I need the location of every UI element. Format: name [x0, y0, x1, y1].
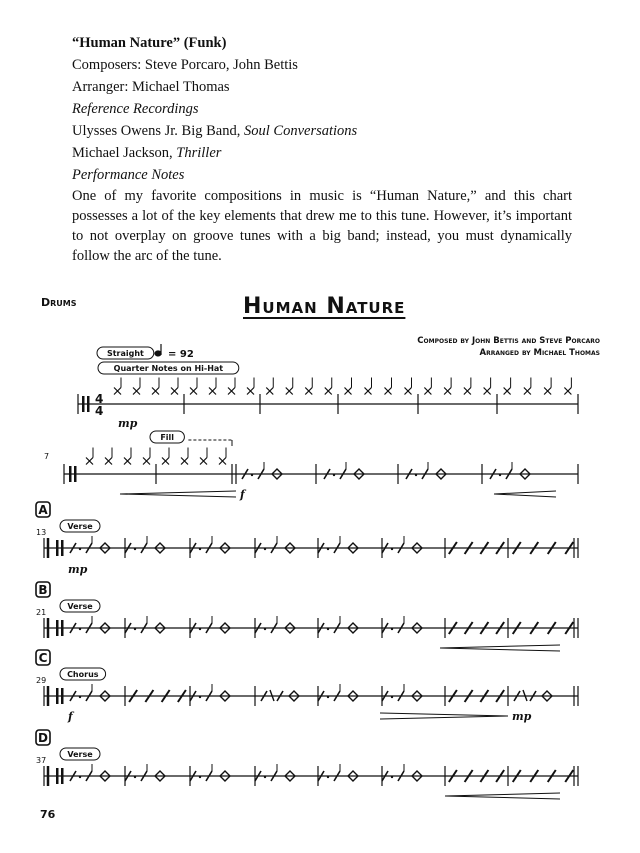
- arranged-credit: Arranged by Michael Thomas: [479, 348, 600, 358]
- percussion-clef: [87, 396, 90, 412]
- rhythm-dot: [391, 628, 393, 630]
- rehearsal-letter: C: [38, 651, 48, 665]
- recording-1-album: Soul Conversations: [244, 123, 358, 139]
- rhythm-dot: [199, 548, 201, 550]
- composed-credit: Composed by John Bettis and Steve Porcaro: [417, 336, 600, 346]
- page-number: 76: [40, 808, 56, 821]
- hairpin: [440, 645, 560, 648]
- time-signature-top: 4: [95, 392, 104, 406]
- rhythm-dot: [391, 776, 393, 778]
- hairpin: [440, 648, 560, 651]
- percussion-clef: [74, 466, 77, 482]
- rhythm-dot: [79, 548, 81, 550]
- rhythm-dot: [134, 776, 136, 778]
- percussion-clef: [56, 540, 59, 556]
- rhythm-dot: [415, 474, 417, 476]
- performance-heading: Performance Notes: [72, 167, 185, 183]
- hairpin: [380, 713, 508, 716]
- rehearsal-letter: A: [38, 503, 48, 517]
- hairpin: [445, 793, 560, 796]
- percussion-clef: [56, 768, 59, 784]
- dynamic-f: f: [240, 488, 245, 501]
- percussion-clef: [82, 396, 85, 412]
- dynamic-mp: mp: [118, 417, 138, 430]
- rhythm-dot: [264, 776, 266, 778]
- rhythm-dot: [79, 628, 81, 630]
- hairpin: [445, 796, 560, 799]
- rhythm-dot: [333, 474, 335, 476]
- measure-number: 37: [36, 756, 47, 765]
- rhythm-dot: [327, 628, 329, 630]
- dynamic-mp: mp: [512, 710, 532, 723]
- section-label: Verse: [67, 750, 93, 759]
- hairpin: [494, 494, 556, 497]
- percussion-clef: [61, 768, 64, 784]
- recording-2-artist: Michael Jackson,: [72, 145, 177, 161]
- measure-number: 13: [36, 528, 47, 537]
- score-title: Human Nature: [243, 294, 406, 319]
- percussion-clef: [56, 620, 59, 636]
- time-signature-bottom: 4: [95, 404, 104, 418]
- rhythm-dot: [251, 474, 253, 476]
- rhythm-dot: [199, 776, 201, 778]
- section-label: Chorus: [67, 670, 99, 679]
- arranger-line: Arranger: Michael Thomas: [72, 79, 230, 95]
- measure-number: 29: [36, 676, 47, 685]
- hairpin: [120, 491, 236, 494]
- performance-notes: One of my favorite compositions in music is “Human Nature,” and this chart possesses a lot of the key elements that drew me to this tune. However, it’s important to not overplay on groove tunes with a big band; instead, you must dynamically follow the arc of the tune.: [72, 188, 572, 264]
- rhythm-dot: [264, 548, 266, 550]
- hairpin: [494, 491, 556, 494]
- percussion-clef: [61, 540, 64, 556]
- rhythm-dot: [134, 628, 136, 630]
- rehearsal-letter: D: [38, 731, 48, 745]
- percussion-clef: [69, 466, 72, 482]
- tempo-marking: = 92: [168, 349, 194, 360]
- measure-number: 21: [36, 608, 47, 617]
- rhythm-dot: [134, 548, 136, 550]
- percussion-clef: [56, 688, 59, 704]
- percussion-clef: [61, 688, 64, 704]
- rhythm-dot: [327, 776, 329, 778]
- measure-number: 7: [44, 452, 50, 461]
- hairpin: [380, 716, 508, 719]
- rhythm-dot: [327, 548, 329, 550]
- rhythm-dot: [199, 696, 201, 698]
- instrument-label: Drums: [41, 296, 77, 309]
- rehearsal-letter: B: [38, 583, 48, 597]
- dynamic-f: f: [68, 710, 73, 723]
- rhythm-dot: [199, 628, 201, 630]
- recording-2-album: Thriller: [176, 145, 222, 161]
- rhythm-dot: [499, 474, 501, 476]
- hairpin: [120, 494, 236, 497]
- reference-heading: Reference Recordings: [72, 101, 199, 117]
- rhythm-dot: [79, 776, 81, 778]
- rhythm-dot: [79, 696, 81, 698]
- hihat-instruction: Quarter Notes on Hi-Hat: [113, 364, 224, 373]
- rhythm-dot: [391, 696, 393, 698]
- percussion-clef: [61, 620, 64, 636]
- dynamic-mp: mp: [68, 563, 88, 576]
- tempo-quarter-note: [155, 344, 161, 356]
- recording-1-artist: Ulysses Owens Jr. Big Band,: [72, 123, 244, 139]
- rhythm-dot: [264, 628, 266, 630]
- style-marking: Straight: [106, 349, 144, 358]
- composers-line: Composers: Steve Porcaro, John Bettis: [72, 57, 298, 73]
- song-title: “Human Nature” (Funk): [72, 35, 227, 51]
- rhythm-dot: [391, 548, 393, 550]
- fill-label: Fill: [160, 433, 175, 442]
- section-label: Verse: [67, 602, 93, 611]
- rhythm-dot: [327, 696, 329, 698]
- section-label: Verse: [67, 522, 93, 531]
